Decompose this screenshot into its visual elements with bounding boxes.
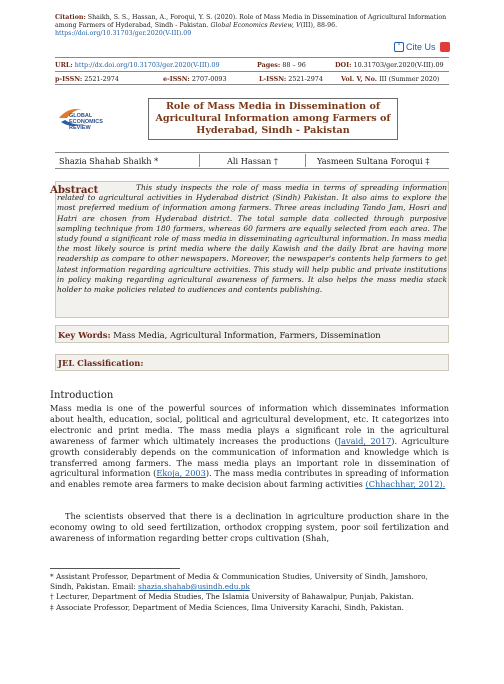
citation-link-javaid[interactable]: Javaid, 2017 [337,435,392,446]
footnotes [50,572,449,613]
cite-us-label: Cite Us [406,42,436,52]
eissn-value: 2707-0093 [191,75,227,83]
intro-paragraph-2: The scientists observed that there is a declination in agriculture production share in the economy owing to old seed fertilization, orthodox cropping system, poor soil fertilization and awareness of information regarding better crops cultivation (Shah, [50,511,449,543]
author-1: Shazia Shahab Shaikh * [59,156,159,166]
citation-issue: (III), 88-96. [300,22,338,30]
citation-label: Citation: [55,14,86,21]
citation-link-chhachhar[interactable]: (Chhachhar, 2012). [365,479,446,490]
doi-value: 10.31703/ger.2020(V-III).09 [353,61,444,69]
abstract-text: This study inspects the role of mass media in terms of spreading information related to agricultural activities in Hyderabad district (Sindh) Pakistan. It also aims to explore the most preferred medium of information among farmers. Three areas including Tando Jam, Hosri and Hatri are chosen from Hyderabad district. The total sample data collected through purposive sampling technique from 180 farmers, whereas 60 farmers are equally selected from each area. The study found a significant role of mass media in disseminating agricultural information. In mass media the most likely source is print media where the daily Kawish and the daily Ibrat are having more readership as compare to other newspapers. Moreover, the newspaper's contents help farmers to get latest information regarding agriculture activities. This study will help public and private institutions in policy making regarding agricultural awareness of farmers. It also helps the mass media stack holder to make policies related to audiences and contents publishing. [57,183,447,295]
logo-line2: ECONOMICS [69,119,103,125]
cite-us-button[interactable] [394,42,450,52]
volume-value: III (Summer 2020) [379,75,440,83]
article-title: Role of Mass Media in Dissemination of Agricultural Information among Farmers of Hyderabad, Sindh - Pakistan [148,98,398,140]
citation-text: Shaikh, S. S., Hassan, A., Foroqui, Y. S. (2020). Role of Mass Media in Dissemination of Agricultural Information among Farmers of Hyderabad, Sindh - Pakistan. [55,14,447,30]
author-divider [305,154,306,167]
meta-row-issn [55,71,449,85]
pissn-value: 2521-2974 [84,75,119,83]
keywords-box [55,325,449,343]
email-link[interactable]: shazia.shahab@usindh.edu.pk [138,582,250,592]
pissn-label: p-ISSN: [55,75,83,83]
lissn-value: 2521-2974 [288,75,323,83]
citation-link-ekoja[interactable]: Ekoja, 2003 [156,468,206,479]
footnote-divider [50,568,180,569]
author-divider [199,154,200,167]
url-label: URL: [55,61,73,69]
keywords-text: Mass Media, Agricultural Information, Farmers, Dissemination [110,330,381,340]
abstract-heading: Abstract [50,184,99,196]
para-text: ). Agriculture growth considerably depends on the communication of information and knowledge which is transferred among farmers. The mass media plays an important role in dissemination of agricultural information ( [50,435,449,479]
jel-classification: JEL Classification: [55,354,449,371]
url-link[interactable]: http://dx.doi.org/10.31703/ger.2020(V-III).09 [74,61,220,69]
author-2: Ali Hassan † [227,156,279,166]
cite-quote-icon: “ [394,42,404,52]
volume-label: Vol. V, No. [341,75,378,83]
meta-row-urls [55,57,449,71]
keywords-label: Key Words: [58,330,111,340]
citation-journal: Global Economics Review, V [210,22,301,30]
citation-block [55,14,455,39]
doi-label: DOI: [335,61,352,69]
footnote-2: † Lecturer, Department of Media Studies, The Islamia University of Bahawalpur, Punjab, Pakistan. [50,592,414,602]
logo-line1: GLOBAL [69,113,93,119]
citation-doi-link[interactable]: https://doi.org/10.31703/ger.2020(V-III).09 [55,30,192,38]
author-3: Yasmeen Sultana Foroqui ‡ [317,156,430,166]
author-list [55,152,449,169]
para-text: ). The mass media contributes in spreading of information and enables remote area farmers to make decision about farming activities [50,468,450,490]
cite-badge-icon [440,42,450,52]
lissn-label: L-ISSN: [259,75,287,83]
footnote-1 [50,572,449,592]
intro-paragraph-1 [50,403,449,490]
intro-heading: Introduction [50,390,114,401]
footnote-3: ‡ Associate Professor, Department of Media Sciences, Ilma University Karachi, Sindh, Pakistan. [50,602,404,612]
footnote-text: * Assistant Professor, Department of Media & Communication Studies, University of Sindh, Jamshoro, Sindh, Pakistan. Email: [50,572,428,592]
para-text: Mass media is one of the powerful sources of information which disseminates information about health, education, social, political and agricultural development, etc. It categorizes into electronic and print media. The mass media plays a significant role in the agricultural awareness of farmer which ultimately increases the productions ( [50,403,449,446]
eissn-label: e-ISSN: [163,75,190,83]
pages-label: Pages: [257,61,281,69]
logo-line3: REVIEW [69,125,91,131]
pages-value: 88 – 96 [282,61,306,69]
journal-logo [55,104,109,134]
